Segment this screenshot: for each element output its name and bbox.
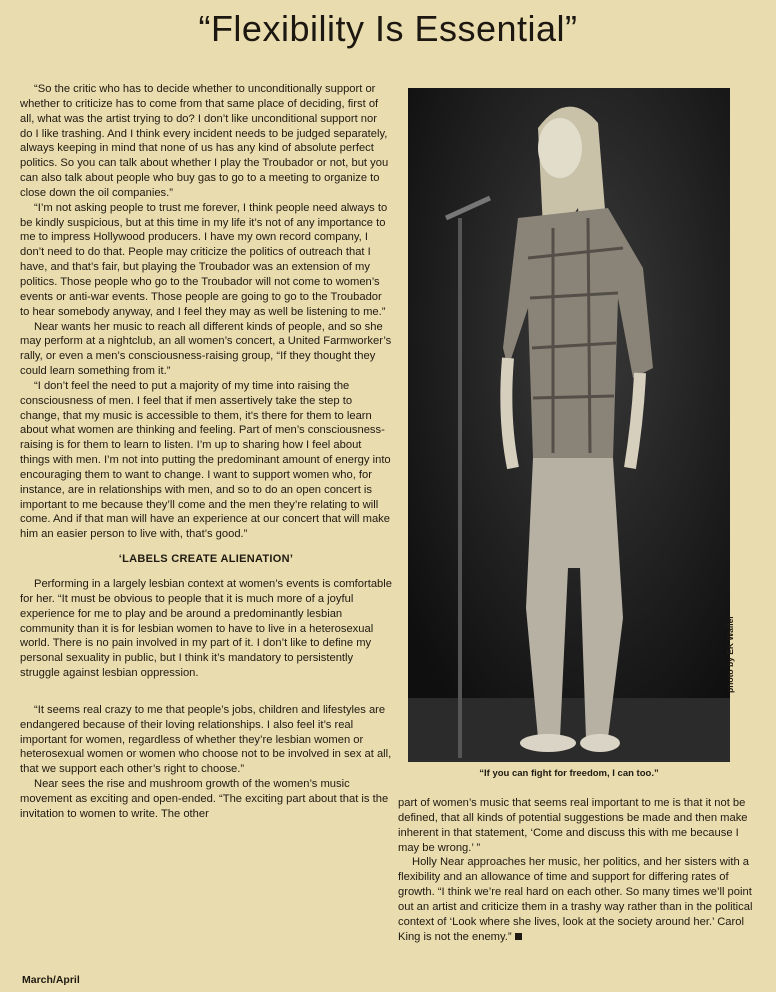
right-column [398, 796, 760, 944]
paragraph: “I’m not asking people to trust me forever, I think people need always to be kindly suspicious, but at this time in my life it’s not of any importance to me to impress Hollywood producers. I have my own record company, I don’t need to do that. People may criticize the politics of outreach that I have, and that’s fair, but playing the Troubador was an extension of my politics. Those people who go to the Troubador will not come to women’s events or anti-war events. Those people are going to go to the Troubador to hear somebody anyway, and I feel they may as well be listening to me.” [20, 201, 388, 318]
paragraph: Near wants her music to reach all different kinds of people, and so she may perform at a nightclub, an all women’s concert, a United Farmworker’s rally, or even a men’s consciousness-raising group, “If they thought they could learn something from it.” [20, 320, 392, 378]
concert-photo [408, 88, 730, 762]
end-mark-icon [515, 933, 522, 940]
paragraph: Near sees the rise and mushroom growth of the women’s music movement as exciting and open-ended. “The exciting part about that is the invitation to women to write. The other [20, 778, 389, 820]
performer-silhouette [408, 88, 730, 762]
section-subhead: ‘LABELS CREATE ALIENATION’ [118, 553, 294, 566]
paragraph: “It seems real crazy to me that people’s jobs, children and lifestyles are endangered because of their loving relationships. I also feel it’s real important for women, regardless of whether they’re lesbian women or heterosexual women or women who choose not to be involved in sex at all, that we support each other’s right to choose.” [20, 703, 392, 776]
left-column [20, 82, 392, 822]
paragraph-text: Holly Near approaches her music, her politics, and her sisters with a flexibility and an allowance of time and support for differing rates of growth. “I think we’re real hard on each other. So many times we’ll point out an artist and criticize them in a trashy way rather than in the political context of ‘Look where she lives, look at the society around her.’ Carol King is not the enemy.” [398, 856, 753, 943]
paragraph: “I don’t feel the need to put a majority of my time into raising the consciousness of men. I feel that if men assertively take the step to change, that my music is accessible to them, it’s there for them to learn about what women are thinking and feeling. Part of men’s consciousness-raising is for them to learn to listen. I’m up to sharing how I feel about things with men. I’m not into putting the predominant amount of energy into encouraging them to want to change. I want to support women who, for instance, are in relationships with men, and so to do an open concert is important to me because they’ll come and the men they’re relating to will come. And if that man will have an experience at our concert that will make him an easier person to live with, that’s good.” [20, 379, 391, 541]
photo-credit: photo by EK Waller [725, 615, 735, 693]
paragraph [398, 855, 760, 944]
issue-footer: March/April [22, 974, 80, 986]
paragraph: “So the critic who has to decide whether to unconditionally support or whether to criticize has to come from that same place of deciding, first of all, what was the artist trying to do? I don’t like unconditional support nor do I like trashing. And I think every incident needs to be judged separately, always keeping in mind that none of us has any kind of absolute perfect politics. So you can talk about whether I play the Troubador or not, but you can also talk about people who buy gas to go to a meeting to organize to close down the oil companies.” [20, 83, 389, 199]
article-title: “Flexibility Is Essential” [198, 8, 578, 49]
paragraph: part of women’s music that seems real important to me is that it not be defined, that all kinds of potential suggestions be made and then make inherent in that statement, ‘Come and discuss this with me because I may be wrong.’ ” [398, 797, 748, 854]
photo-caption: “If you can fight for freedom, I can too.” [479, 768, 659, 779]
paragraph: Performing in a largely lesbian context at women’s events is comfortable for her. “It must be obvious to people that it is much more of a joyful experience for me to play and be around a predominantly lesbian community than it is for lesbian women to have to live in a heterosexual world. There is no pain involved in my part of it. I don’t like to define my personal sexuality in public, but I think it’s mandatory to persistently struggle against lesbian oppression. [20, 578, 392, 680]
